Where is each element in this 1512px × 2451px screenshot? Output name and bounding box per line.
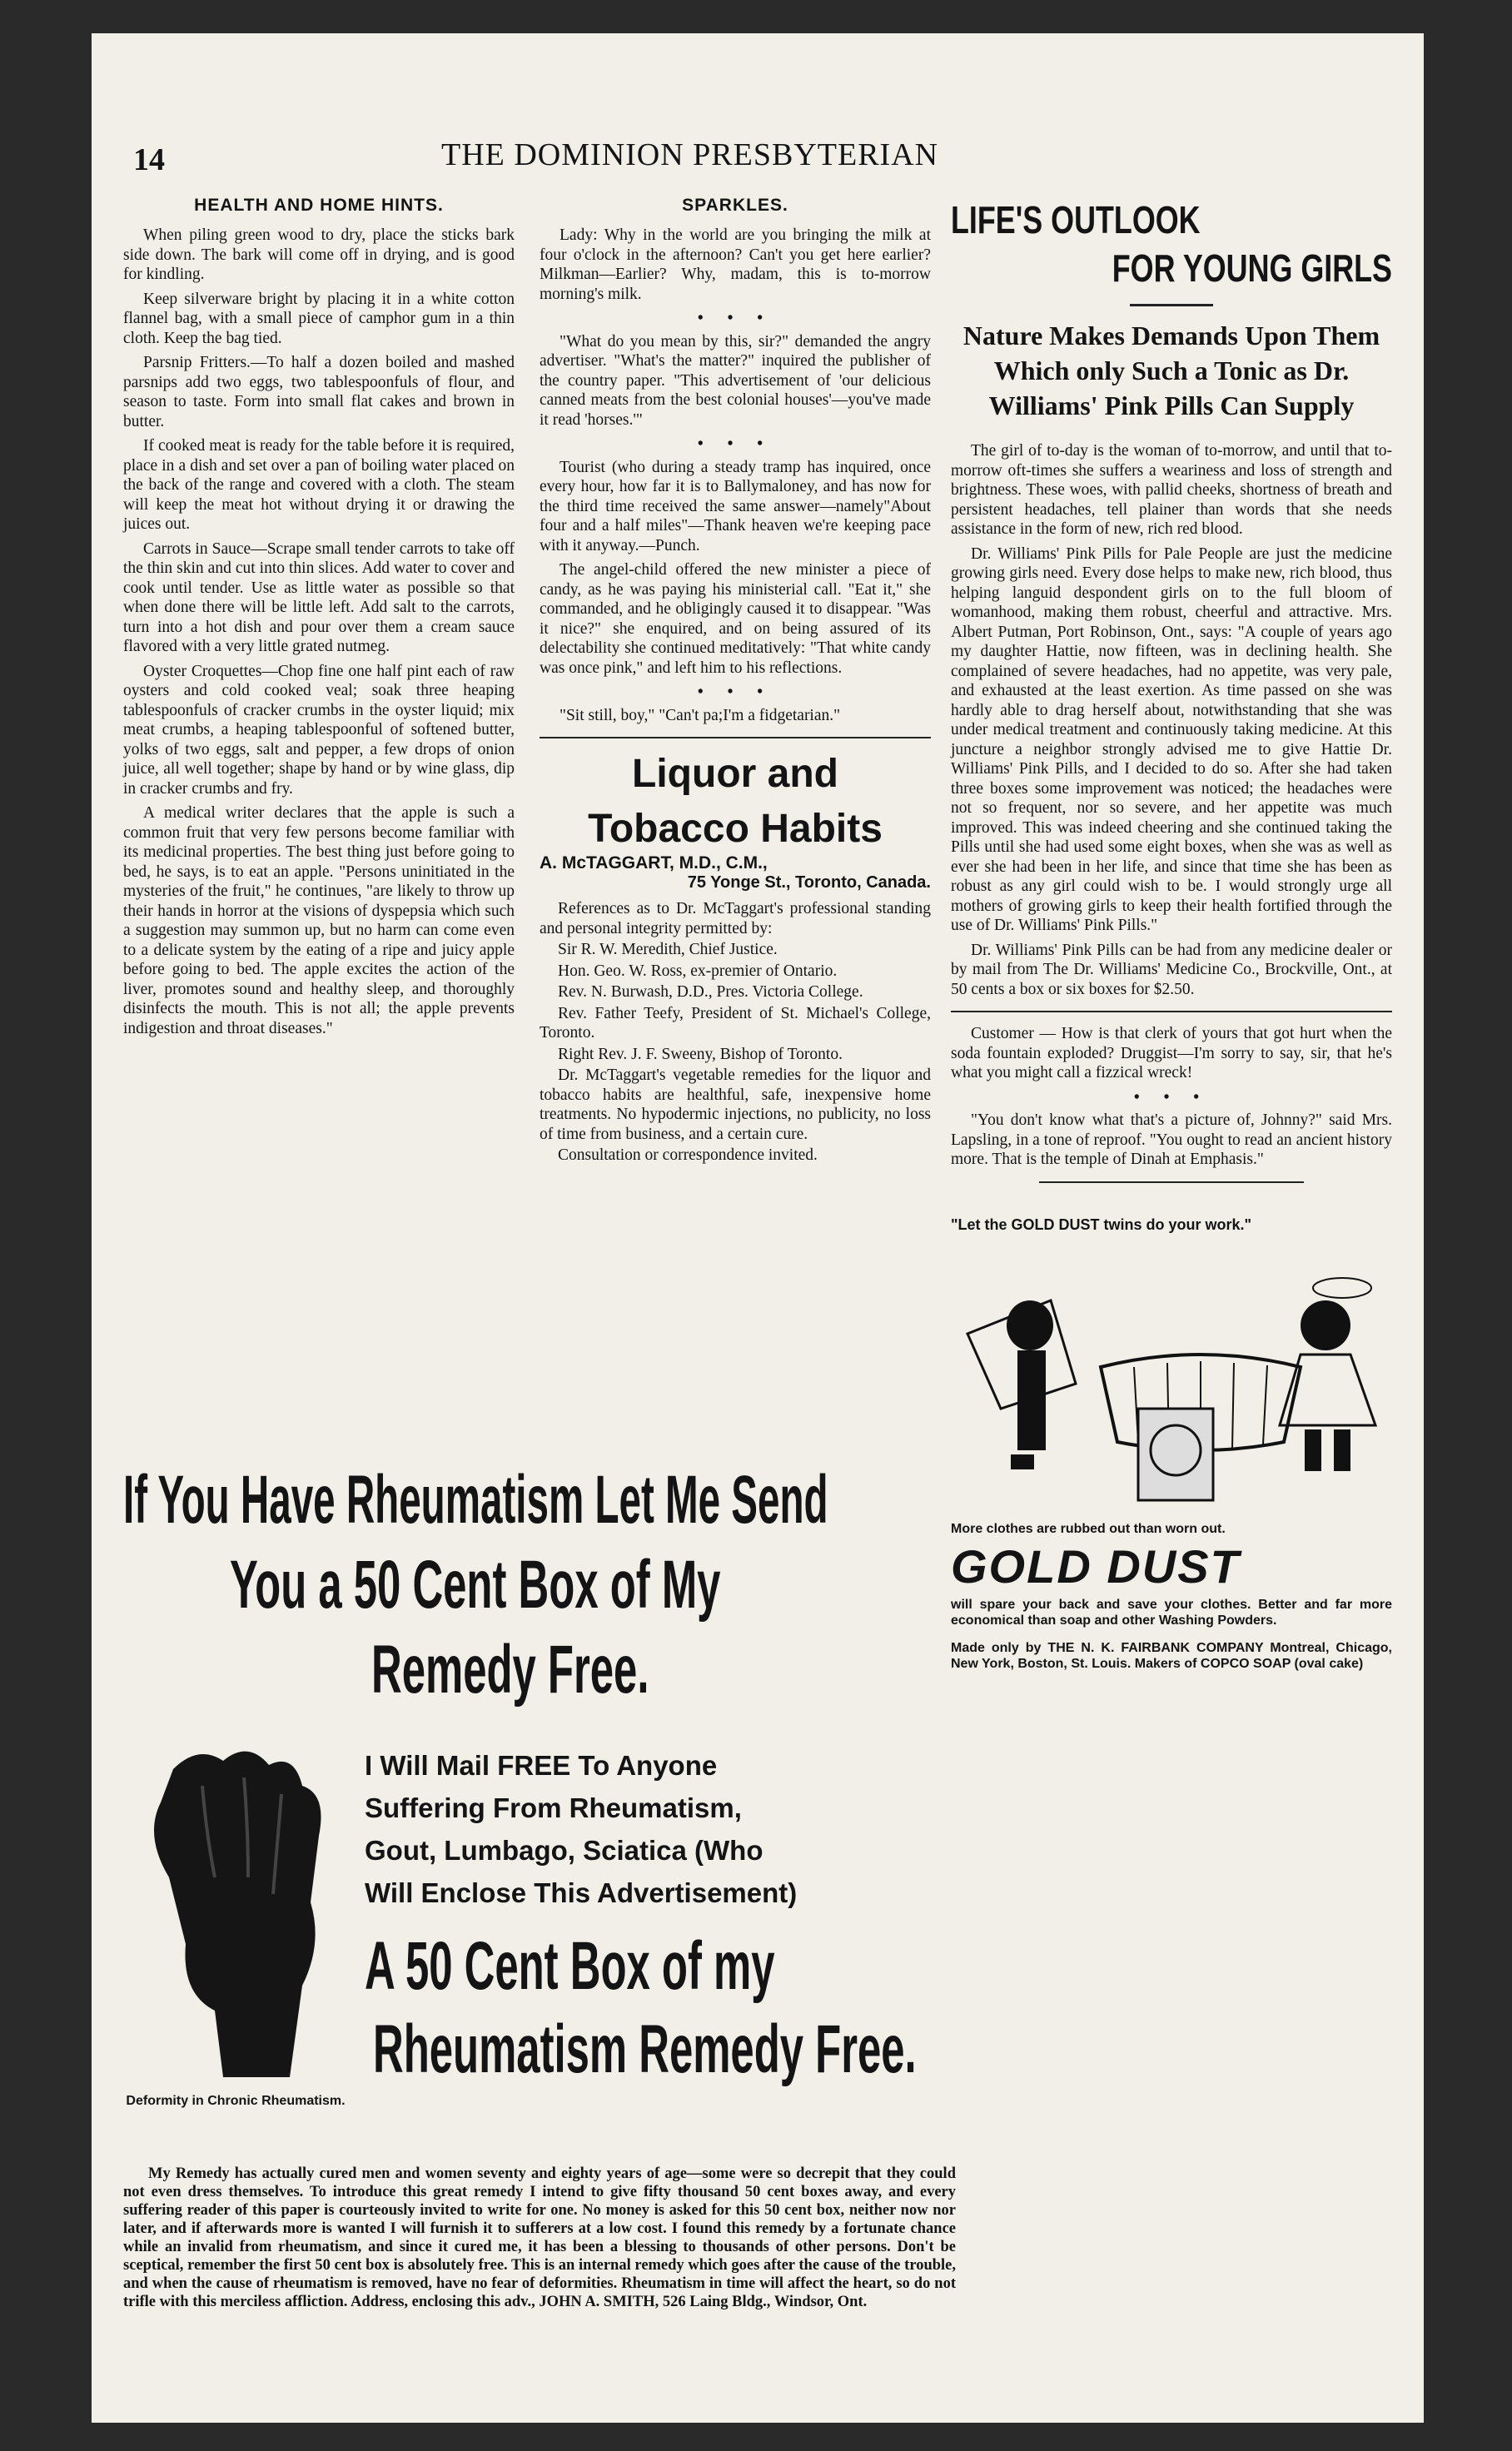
newspaper-page xyxy=(92,33,1424,2423)
liquor-references xyxy=(540,899,931,1166)
rheumatism-body: My Remedy has actually cured men and women seventy and eighty years of age—some were so decrepit that they could not even dress themselves. To introduce this great remedy I intend to give fifty thousand 50 cent boxes away, and every suffering reader of this paper is courteously invited to write for one. No money is asked for this 50 cent box, neither now nor later, and if afterwards more is wanted I will furnish it to sufferers at a low cost. I found this remedy by a fortunate chance while an invalid from rheumatism, and since it cured me, it has been a blessing to thousands of other persons. Don't be sceptical, remember the first 50 cent box is absolutely free. This is an internal remedy which goes after the cause of the trouble, and when the cause of rheumatism is removed, have no fear of deformities. Rheumatism in time will affect the heart, so do not trifle with this merciless affliction. Address, enclosing this adv., JOHN A. SMITH, 526 Laing Bldg., Windsor, Ont. xyxy=(123,2165,956,2310)
reference-line: Hon. Geo. W. Ross, ex-premier of Ontario. xyxy=(558,962,838,980)
health-paragraph: If cooked meat is ready for the table before it is required, place in a dish and set over a pan of boiling water placed on the back of the range and covered with a cloth. The steam will keep the meat hot without drying it or drawing the juices out. xyxy=(123,437,515,533)
health-paragraph: A medical writer declares that the apple is such a common fruit that very few persons become familiar with its medicinal properties. The best thing just before going to bed, he says, is to eat an apple. "Persons uninitiated in the mysteries of the fruit," he continues, "are likely to throw up their hands in horror at the visions of dyspepsia which such a suggestion may summon up, but no harm can come even to a delicate system by the eating of a ripe and juicy apple before going to bed. The apple excites the action of the liver, promotes sound and healthy sleep, and thoroughly disinfects the mouth. This is not all; the apple prevents indigestion and throat diseases." xyxy=(123,804,515,1037)
reference-line: Rev. Father Teefy, President of St. Michael's College, Toronto. xyxy=(540,1004,931,1042)
divider xyxy=(951,1011,1392,1012)
joke-item: "You don't know what that's a picture of, Johnny?" said Mrs. Lapsling, in a tone of reproof. "You ought to read an ancient history more. That is the temple of Dinah at Emphasis." xyxy=(951,1111,1392,1168)
health-paragraph: Oyster Croquettes—Chop fine one half pint each of raw oysters and cold cooked veal; soak three heaping tablespoonfuls of cracker crumbs in the oyster liquid; mix meat crumbs, a heaping tablespoonful of softened butter, yolks of two eggs, salt and pepper, a few drops of onion juice, all well together; shape by hand or by wine glass, dip in cracker crumbs and fry. xyxy=(123,662,515,798)
sparkle-item: "Sit still, boy," "Can't pa;I'm a fidgetarian." xyxy=(560,706,841,724)
outlook-paragraph: The girl of to-day is the woman of to-morrow, and until that to-morrow oft-times she suffers a weariness and loss of strength and brightness. These woes, with pallid cheeks, shortness of breath and persistent headaches, tell plainer than words that she needs assistance in the form of new, rich red blood. xyxy=(951,442,1392,538)
gold-dust-title: GOLD DUST xyxy=(951,1540,1241,1593)
health-paragraph: Keep silverware bright by placing it in a white cotton flannel bag, with a small piece of camphor gum in a thin cloth. Keep the bag tied. xyxy=(123,290,515,347)
health-paragraph: Carrots in Sauce—Scrape small tender carrots to take off the thin skin and cut into thin slices. Add water to cover and cook until tender. Use as little water as possible so that when done there will be little left. Add salt to the carrots, turn into a hot dish and pour over them a cream sauce flavored with a very little grated nutmeg. xyxy=(123,539,515,655)
separator-stars: • • • xyxy=(697,310,773,327)
health-heading: HEALTH AND HOME HINTS. xyxy=(194,196,444,215)
liquor-title-line1: Liquor and xyxy=(632,752,838,796)
outlook-paragraph: Dr. Williams' Pink Pills can be had from any medicine dealer or by mail from The Dr. Williams' Medicine Co., Brockville, Ont., at 50 cents a box or six boxes for $2.50. xyxy=(951,941,1392,998)
gold-dust-lead: "Let the GOLD DUST twins do your work." xyxy=(951,1216,1252,1233)
separator-stars: • • • xyxy=(1133,1088,1210,1106)
health-column xyxy=(123,196,515,1043)
reference-line: Rev. N. Burwash, D.D., Pres. Victoria College. xyxy=(558,983,863,1001)
gold-dust-ad xyxy=(951,1216,1392,1673)
liquor-address: 75 Yonge St., Toronto, Canada. xyxy=(687,873,931,892)
joke-item: Customer — How is that clerk of yours that got hurt when the soda fountain exploded? Druggist—I'm sorry to say, sir, that he's what you might call a fizzical wreck! xyxy=(951,1025,1392,1081)
rheumatism-caption: Deformity in Chronic Rheumatism. xyxy=(126,2094,346,2108)
reference-line: Sir R. W. Meredith, Chief Justice. xyxy=(558,941,778,958)
reference-line: Consultation or correspondence invited. xyxy=(558,1146,818,1164)
sparkle-item: The angel-child offered the new minister a piece of candy, as he was paying his ministerial call. "Eat it," she commanded, and he obligingly caused it to disappear. "Was it nice?" she enquired, and on being assured of its delectability she continued meditatively: "That white candy was once pink," and left him to his reflections. xyxy=(540,561,931,677)
divider xyxy=(1039,1181,1304,1183)
rheumatism-ad xyxy=(123,1461,956,2344)
rheumatism-headline-2: You a 50 Cent Box of My xyxy=(230,1547,721,1623)
divider xyxy=(1130,304,1213,306)
rheumatism-headline-1: If You Have Rheumatism Let Me Send xyxy=(123,1462,828,1538)
divider xyxy=(540,737,931,738)
liquor-ad xyxy=(540,750,931,1166)
gold-dust-body: will spare your back and save your clothes. Better and far more economical than soap and other Washing Powders. xyxy=(951,1598,1392,1628)
sparkle-item: "What do you mean by this, sir?" demanded the angry advertiser. "What's the matter?" inquired the publisher of the country paper. "This advertisement of 'our delicious canned meats from the best colonial houses'—you've made it read 'horses.'" xyxy=(540,332,931,429)
outlook-subtitle: Nature Makes Demands Upon Them Which only Such a Tonic as Dr. Williams' Pink Pills Can Supply xyxy=(962,321,1380,420)
reference-line: References as to Dr. McTaggart's professional standing and personal integrity permitted by: xyxy=(540,900,931,937)
rheumatism-headline-3: Remedy Free. xyxy=(371,1632,649,1708)
sparkle-item: Tourist (who during a steady tramp has inquired, once every hour, how far it is to Ballymaloney, and has now for the third time received the same answer—namely"About four and a half miles"—Thank heaven we're keeping pace with it anyway.—Punch. xyxy=(540,458,931,554)
gold-dust-made-by: Made only by THE N. K. FAIRBANK COMPANY Montreal, Chicago, New York, Boston, St. Louis. Makers of COPCO SOAP (oval cake) xyxy=(951,1641,1392,1671)
health-paragraph: Parsnip Fritters.—To half a dozen boiled and mashed parsnips add two eggs, two tablespoonfuls of flour, and season to taste. Form into small flat cakes and brown in butter. xyxy=(123,354,515,430)
deformed-hand-illustration xyxy=(123,1736,348,2086)
liquor-title-line2: Tobacco Habits xyxy=(588,807,883,851)
outlook-paragraph: Dr. Williams' Pink Pills for Pale People are just the medicine growing girls need. Every dose helps to make new, rich blood, thus helping languid despondent girls on to the full bloom of womanhood, making them robust, cheerful and attractive. Mrs. Albert Putman, Port Robinson, Ont., says: "A couple of years ago my daughter Hattie, now fifteen, was in declining health. She complained of severe headaches, had no appetite, was very pale, and exhausted at the least exertion. As time passed on she was hardly able to drag herself about, notwithstanding that she was under medical treatment and continuously taking medicine. At this juncture a neighbor strongly advised me to give Hattie Dr. Williams' Pink Pills, and I decided to do so. After she had taken three boxes some improvement was noticed; the headaches were not so frequent, nor so severe, and her appetite was much improved. This was indeed cheering and she continued taking the Pills until she had used some eight boxes, when she was as well as ever she had been in her life, and since that time she has been as robust as any girl could wish to be. I would strongly urge all mothers of growing girls to keep their health fortified through the use of Dr. Williams' Pink Pills." xyxy=(951,544,1392,934)
outlook-title-line2: FOR YOUNG GIRLS xyxy=(1112,246,1392,290)
page-header xyxy=(92,135,1424,185)
outlook-title-line1: LIFE'S OUTLOOK xyxy=(951,198,1201,241)
reference-line: Dr. McTaggart's vegetable remedies for the liquor and tobacco habits are healthful, safe, inexpensive home treatments. No hypodermic injections, no publicity, no loss of time from business, and a certain cure. xyxy=(540,1066,931,1143)
rheumatism-headline-5: Rheumatism Remedy Free. xyxy=(373,2011,917,2087)
page-number: 14 xyxy=(133,142,165,177)
rheumatism-mail-offer: I Will Mail FREE To Anyone Suffering From Rheumatism, Gout, Lumbago, Sciatica (Who Will Enclose This Advertisement) xyxy=(365,1750,798,1908)
gold-dust-twins-illustration xyxy=(951,1242,1392,1509)
separator-stars: • • • xyxy=(697,435,773,453)
separator-stars: • • • xyxy=(697,684,773,701)
newspaper-title: THE DOMINION PRESBYTERIAN xyxy=(441,137,939,172)
reference-line: Right Rev. J. F. Sweeny, Bishop of Toronto. xyxy=(558,1045,843,1063)
rheumatism-headline-4: A 50 Cent Box of my xyxy=(365,1928,775,2004)
sparkles-column xyxy=(540,196,931,1167)
outlook-column xyxy=(951,196,1392,1672)
sparkles-heading: SPARKLES. xyxy=(682,196,788,215)
sparkle-item: Lady: Why in the world are you bringing the milk at four o'clock in the afternoon? Can't you get here earlier? Milkman—Earlier? Why, madam, this is to-morrow morning's milk. xyxy=(540,226,931,303)
health-paragraph: When piling green wood to dry, place the sticks bark side down. The bark will come off in drying, and is good for kindling. xyxy=(123,226,515,283)
liquor-doctor: A. McTAGGART, M.D., C.M., xyxy=(540,853,768,873)
gold-dust-caption: More clothes are rubbed out than worn out. xyxy=(951,1522,1226,1536)
